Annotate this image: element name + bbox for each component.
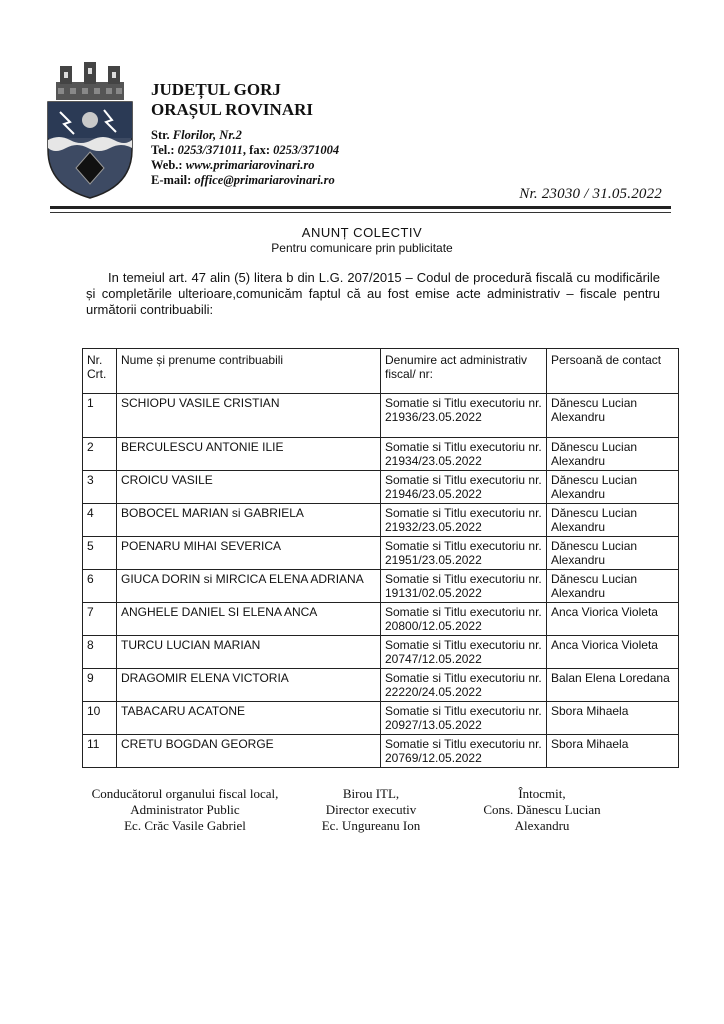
cell-nr: 8 — [83, 636, 117, 669]
cell-contact: Sbora Mihaela — [547, 735, 679, 768]
signature-title: Administrator Public — [130, 802, 240, 817]
cell-name: CRETU BOGDAN GEORGE — [117, 735, 381, 768]
email-line — [151, 173, 339, 188]
cell-nr: 11 — [83, 735, 117, 768]
header-act: Denumire act administrativ fiscal/ nr: — [381, 349, 547, 394]
announcement-title: ANUNȚ COLECTIV — [301, 225, 423, 240]
signature-person: Alexandru — [514, 818, 570, 833]
cell-act: Somatie si Titlu executoriu nr. 19131/02.05.2022 — [381, 570, 547, 603]
cell-nr: 5 — [83, 537, 117, 570]
header-divider-thin — [50, 212, 671, 213]
table-row — [83, 471, 679, 504]
signature-role: Întocmit, — [518, 786, 566, 801]
email-value: office@primariarovinari.ro — [194, 173, 335, 187]
address-value: Florilor, Nr.2 — [172, 128, 242, 142]
web-value: www.primariarovinari.ro — [185, 158, 315, 172]
cell-nr: 3 — [83, 471, 117, 504]
contributors-table — [82, 348, 679, 768]
header-nr: Nr. Crt. — [83, 349, 117, 394]
phone-value: 0253/371011 — [177, 143, 243, 157]
cell-contact: Dănescu Lucian Alexandru — [547, 537, 679, 570]
cell-contact: Sbora Mihaela — [547, 702, 679, 735]
signature-director — [296, 786, 446, 834]
cell-nr: 6 — [83, 570, 117, 603]
announcement-subtitle: Pentru comunicare prin publicitate — [271, 241, 453, 255]
cell-name: ANGHELE DANIEL SI ELENA ANCA — [117, 603, 381, 636]
table-row — [83, 537, 679, 570]
table-row — [83, 702, 679, 735]
table-row — [83, 669, 679, 702]
table-row — [83, 504, 679, 537]
address-label: Str. — [151, 128, 170, 142]
letterhead — [151, 80, 339, 188]
cell-name: GIUCA DORIN si MIRCICA ELENA ADRIANA — [117, 570, 381, 603]
town-name: ORAȘUL ROVINARI — [151, 100, 313, 119]
cell-name: SCHIOPU VASILE CRISTIAN — [117, 394, 381, 438]
cell-name: TABACARU ACATONE — [117, 702, 381, 735]
county-name: JUDEȚUL GORJ — [151, 80, 281, 99]
cell-contact: Anca Viorica Violeta — [547, 636, 679, 669]
phone-label: Tel.: — [151, 143, 175, 157]
rovinari-crest-icon — [44, 60, 136, 200]
cell-act: Somatie si Titlu executoriu nr. 21936/23.05.2022 — [381, 394, 547, 438]
web-label: Web.: — [151, 158, 183, 172]
signature-title: Cons. Dănescu Lucian — [483, 802, 601, 817]
cell-act: Somatie si Titlu executoriu nr. 21951/23.05.2022 — [381, 537, 547, 570]
cell-act: Somatie si Titlu executoriu nr. 21932/23.05.2022 — [381, 504, 547, 537]
cell-contact: Dănescu Lucian Alexandru — [547, 504, 679, 537]
announcement-heading — [0, 225, 724, 255]
fax-value: 0253/371004 — [273, 143, 340, 157]
cell-act: Somatie si Titlu executoriu nr. 20800/12.05.2022 — [381, 603, 547, 636]
signature-person: Ec. Ungureanu Ion — [321, 818, 421, 833]
table-row — [83, 636, 679, 669]
table-row — [83, 438, 679, 471]
cell-act: Somatie si Titlu executoriu nr. 20747/12.05.2022 — [381, 636, 547, 669]
cell-name: CROICU VASILE — [117, 471, 381, 504]
cell-act: Somatie si Titlu executoriu nr. 21946/23.05.2022 — [381, 471, 547, 504]
table-header-row — [83, 349, 679, 394]
fax-label: , fax: — [242, 143, 270, 157]
header-contact: Persoană de contact — [547, 349, 679, 394]
cell-name: DRAGOMIR ELENA VICTORIA — [117, 669, 381, 702]
address-line — [151, 128, 339, 143]
signature-person: Ec. Crăc Vasile Gabriel — [124, 818, 246, 833]
table-row — [83, 394, 679, 438]
cell-nr: 9 — [83, 669, 117, 702]
cell-contact: Dănescu Lucian Alexandru — [547, 394, 679, 438]
email-label: E-mail: — [151, 173, 192, 187]
cell-nr: 2 — [83, 438, 117, 471]
header-name: Nume și prenume contribuabili — [117, 349, 381, 394]
signature-fiscal-head — [80, 786, 290, 834]
cell-contact: Anca Viorica Violeta — [547, 603, 679, 636]
cell-name: BOBOCEL MARIAN si GABRIELA — [117, 504, 381, 537]
cell-nr: 7 — [83, 603, 117, 636]
cell-nr: 4 — [83, 504, 117, 537]
cell-contact: Dănescu Lucian Alexandru — [547, 471, 679, 504]
cell-act: Somatie si Titlu executoriu nr. 22220/24.05.2022 — [381, 669, 547, 702]
intro-paragraph: In temeiul art. 47 alin (5) litera b din L.G. 207/2015 – Codul de procedură fiscală cu modificările și completările ulterioare,comunicăm faptul că au fost emise acte administrativ – fiscale pentru următorii contribuabili: — [86, 270, 660, 317]
cell-contact: Dănescu Lucian Alexandru — [547, 570, 679, 603]
table-row — [83, 570, 679, 603]
cell-nr: 10 — [83, 702, 117, 735]
cell-name: BERCULESCU ANTONIE ILIE — [117, 438, 381, 471]
cell-contact: Dănescu Lucian Alexandru — [547, 438, 679, 471]
signature-role: Conducătorul organului fiscal local, — [91, 786, 279, 801]
cell-act: Somatie si Titlu executoriu nr. 21934/23.05.2022 — [381, 438, 547, 471]
table-row — [83, 603, 679, 636]
registration-number: Nr. 23030 / 31.05.2022 — [519, 186, 662, 202]
phone-line — [151, 143, 339, 158]
signature-preparer — [452, 786, 632, 834]
signature-role: Birou ITL, — [342, 786, 400, 801]
web-line — [151, 158, 339, 173]
header-divider — [50, 206, 671, 209]
signature-title: Director executiv — [325, 802, 417, 817]
cell-contact: Balan Elena Loredana — [547, 669, 679, 702]
cell-name: POENARU MIHAI SEVERICA — [117, 537, 381, 570]
cell-name: TURCU LUCIAN MARIAN — [117, 636, 381, 669]
cell-act: Somatie si Titlu executoriu nr. 20927/13.05.2022 — [381, 702, 547, 735]
cell-nr: 1 — [83, 394, 117, 438]
table-row — [83, 735, 679, 768]
cell-act: Somatie si Titlu executoriu nr. 20769/12.05.2022 — [381, 735, 547, 768]
